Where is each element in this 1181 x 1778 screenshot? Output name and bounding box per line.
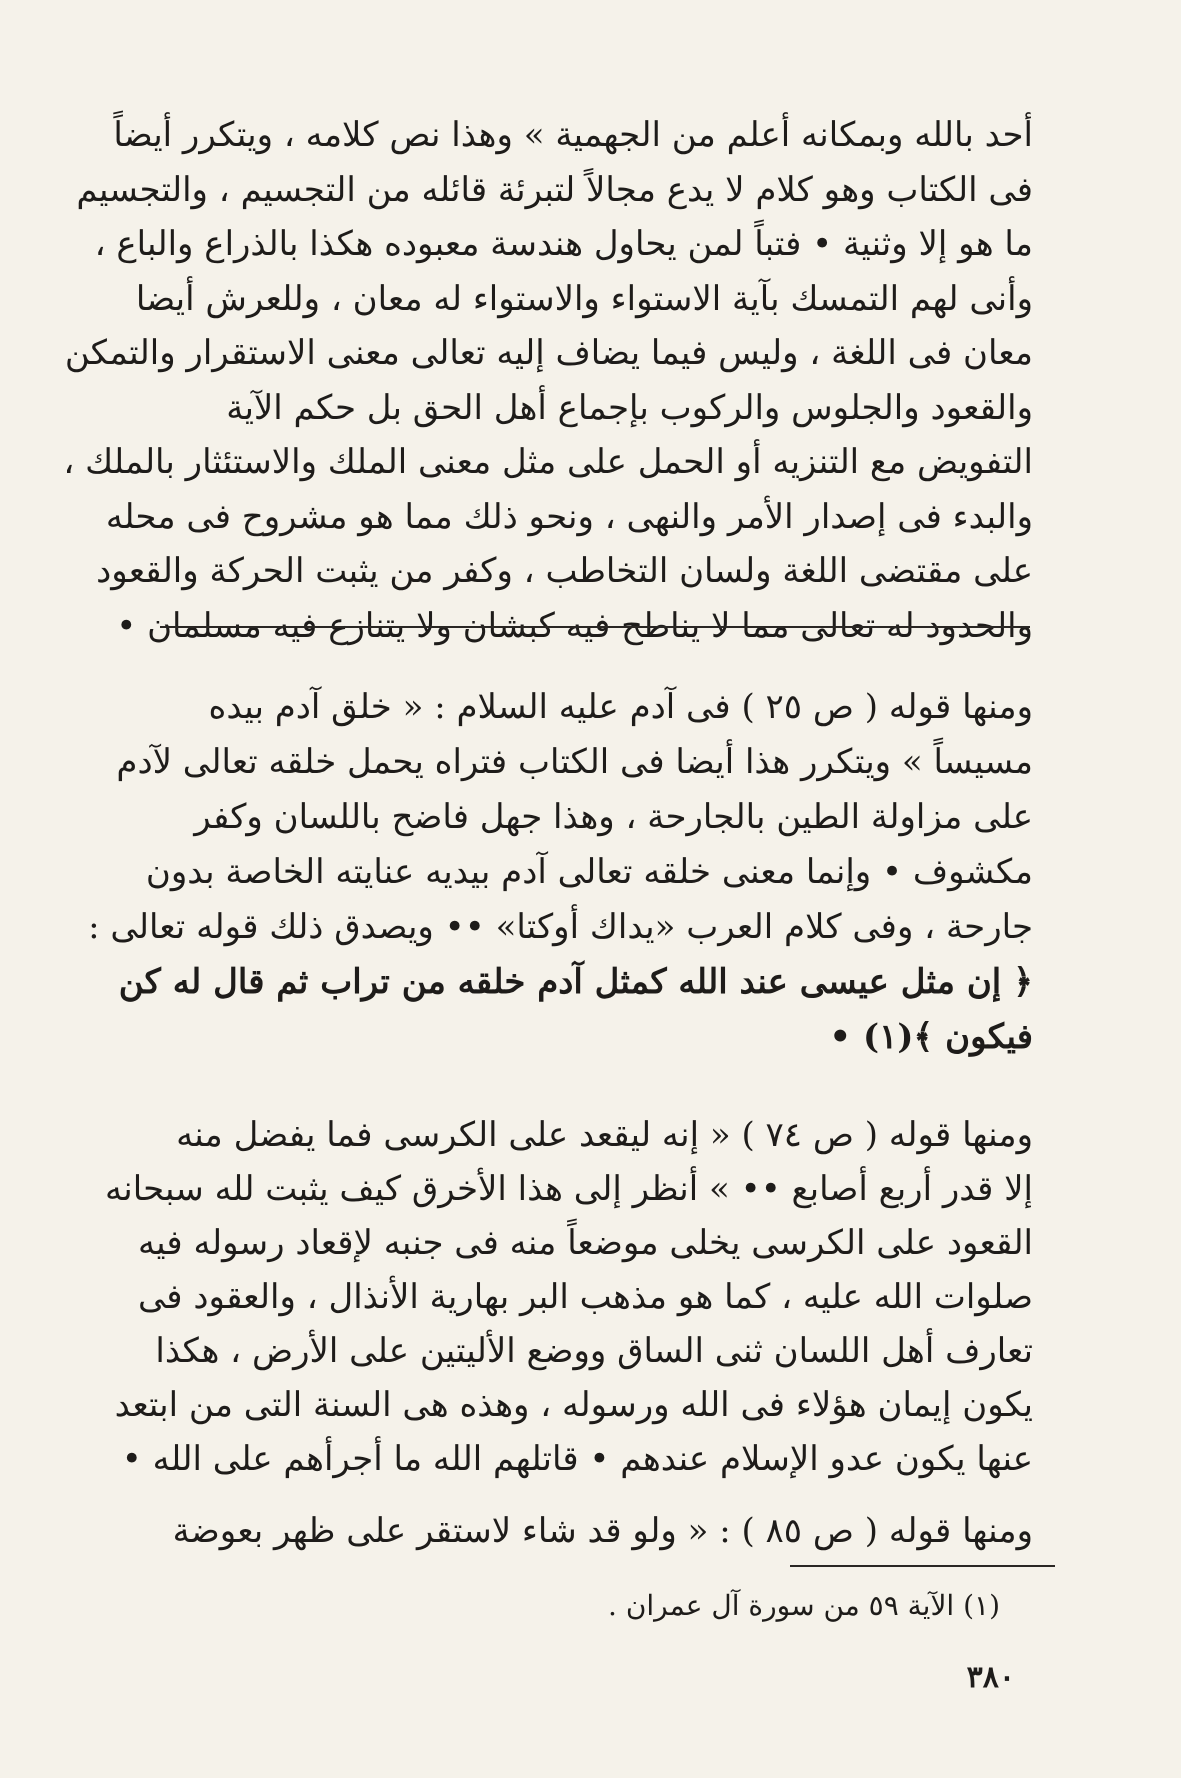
paragraph-1 bbox=[63, 108, 1033, 653]
text-line: والحدود له تعالى مما لا يناطح فيه كبشان ولا يتنازع فيه مسلمان • bbox=[116, 605, 1033, 646]
text-line: والقعود والجلوس والركوب بإجماع أهل الحق بل حكم الآية bbox=[226, 387, 1033, 428]
text-line: فى الكتاب وهو كلام لا يدع مجالاً لتبرئة قائله من التجسيم ، والتجسيم bbox=[76, 169, 1033, 210]
text-line: مكشوف • وإنما معنى خلقه تعالى آدم بيديه عنايته الخاصة بدون bbox=[145, 852, 1033, 892]
text-line: على مزاولة الطين بالجارحة ، وهذا جهل فاضح باللسان وكفر bbox=[194, 797, 1033, 837]
text-line: صلوات الله عليه ، كما هو مذهب البر بهارية الأنذال ، والعقود فى bbox=[137, 1277, 1033, 1317]
text-line: معان فى اللغة ، وليس فيما يضاف إليه تعالى معنى الاستقرار والتمكن bbox=[64, 333, 1033, 373]
text-line: ومنها قوله ( ص ٨٥ ) : « ولو قد شاء لاستقر على ظهر بعوضة bbox=[172, 1511, 1033, 1551]
footnote: (١) الآية ٥٩ من سورة آل عمران . bbox=[608, 1589, 1000, 1622]
text-line: التفويض مع التنزيه أو الحمل على مثل معنى الملك والاستئثار بالملك ، bbox=[63, 442, 1033, 482]
text-line: أحد بالله وبمكانه أعلم من الجهمية » وهذا نص كلامه ، ويتكرر أيضاً bbox=[113, 115, 1033, 155]
text-line: ومنها قوله ( ص ٧٤ ) « إنه ليقعد على الكرسى فما يفضل منه bbox=[176, 1115, 1033, 1155]
text-line: إلا قدر أربع أصابع •• » أنظر إلى هذا الأخرق كيف يثبت لله سبحانه bbox=[105, 1169, 1033, 1209]
footnote-separator bbox=[790, 1565, 1055, 1567]
text-line: ما هو إلا وثنية • فتباً لمن يحاول هندسة معبوده هكذا بالذراع والباع ، bbox=[94, 224, 1033, 264]
paragraph-2 bbox=[88, 680, 1033, 1065]
section-divider bbox=[160, 626, 1030, 628]
text-line: تعارف أهل اللسان ثنى الساق ووضع الأليتين على الأرض ، هكذا bbox=[155, 1331, 1033, 1371]
paragraph-3 bbox=[105, 1108, 1033, 1486]
page-number: ٣٨٠ bbox=[966, 1660, 1015, 1695]
text-line: القعود على الكرسى يخلى موضعاً منه فى جنبه لإقعاد رسوله فيه bbox=[137, 1223, 1033, 1263]
text-line: على مقتضى اللغة ولسان التخاطب ، وكفر من يثبت الحركة والقعود bbox=[96, 551, 1033, 591]
text-line: عنها يكون عدو الإسلام عندهم • قاتلهم الله ما أجرأهم على الله • bbox=[121, 1439, 1033, 1479]
text-line: مسيساً » ويتكرر هذا أيضا فى الكتاب فتراه يحمل خلقه تعالى لآدم bbox=[116, 742, 1033, 782]
paragraph-4 bbox=[118, 1505, 1033, 1557]
text-line: والبدء فى إصدار الأمر والنهى ، ونحو ذلك مما هو مشروح فى محله bbox=[105, 496, 1033, 537]
quran-quote-line: ﴿ إن مثل عيسى عند الله كمثل آدم خلقه من تراب ثم قال له كن bbox=[118, 962, 1033, 1002]
text-line: وأنى لهم التمسك بآية الاستواء والاستواء له معان ، وللعرش أيضا bbox=[135, 278, 1033, 319]
text-line: جارحة ، وفى كلام العرب «يداك أوكتا» •• ويصدق ذلك قوله تعالى : bbox=[88, 907, 1033, 947]
quran-quote-line: فيكون ﴾(١) • bbox=[829, 1017, 1033, 1057]
text-line: ومنها قوله ( ص ٢٥ ) فى آدم عليه السلام : « خلق آدم بيده bbox=[208, 687, 1033, 727]
text-line: يكون إيمان هؤلاء فى الله ورسوله ، وهذه هى السنة التى من ابتعد bbox=[114, 1385, 1033, 1425]
